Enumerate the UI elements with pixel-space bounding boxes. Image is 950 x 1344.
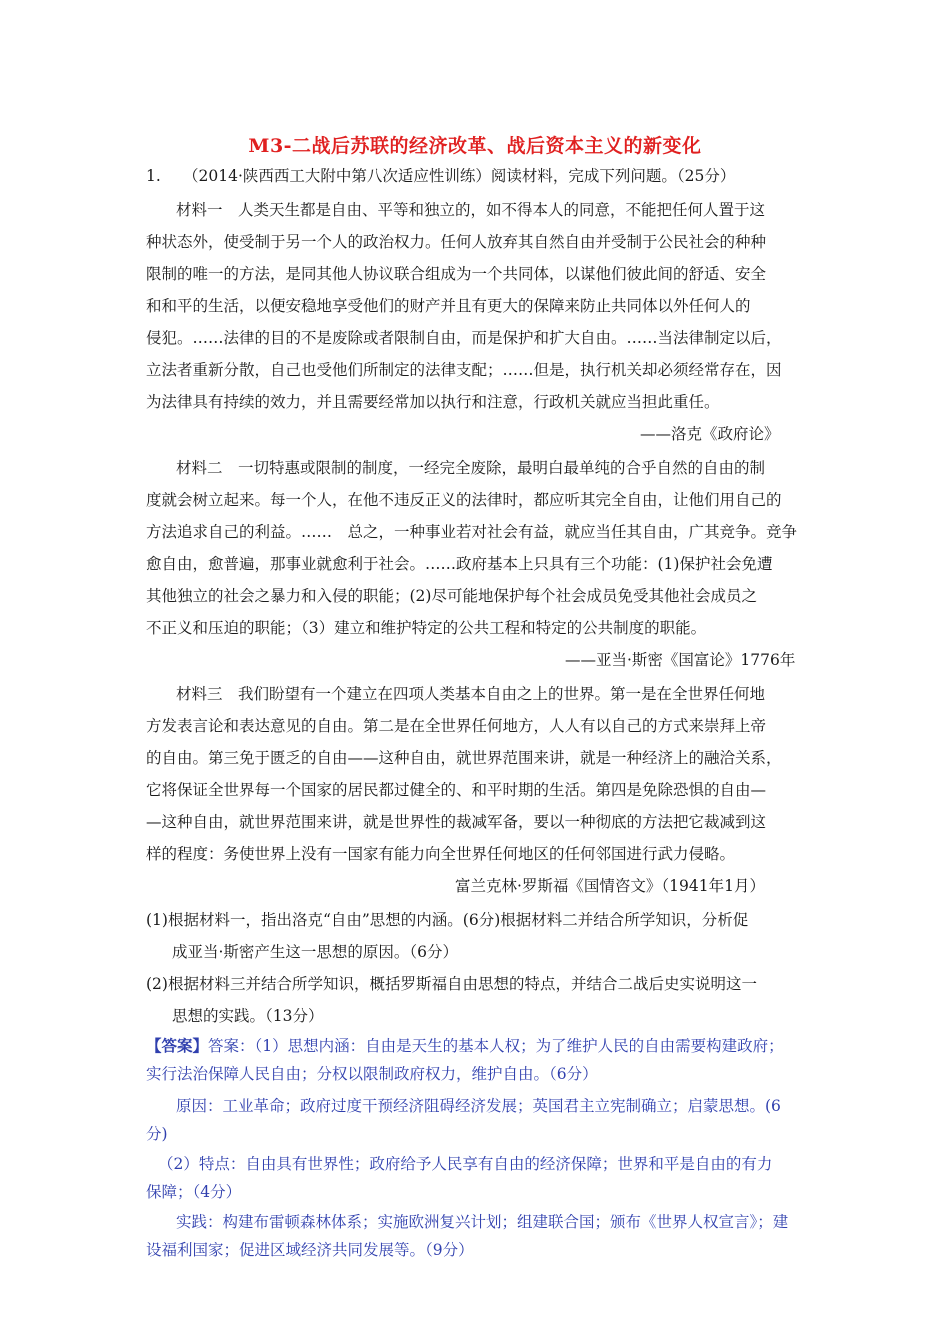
subquestion-1-line: (1)根据材料一，指出洛克“自由”思想的内涵。(6分)根据材料二并结合所学知识，分析促: [146, 911, 749, 929]
answer-line: 答案：（1）思想内涵：自由是天生的基本人权；为了维护人民的自由需要构建政府；: [208, 1037, 784, 1055]
material2-source: ——亚当·斯密《国富论》1776年: [565, 651, 796, 669]
material3-line: 样的程度：务使世界上没有一国家有能力向全世界任何地区的任何邻国进行武力侵略。: [146, 845, 736, 863]
material2-line: 其他独立的社会之暴力和入侵的职能；(2)尽可能地保护每个社会成员免受其他社会成员之: [146, 587, 757, 605]
material3-line: —这种自由，就世界范围来讲，就是世界性的裁减军备，要以一种彻底的方法把它裁减到这: [146, 813, 767, 831]
material2-line: 愈自由，愈普遍，那事业就愈利于社会。……政府基本上只具有三个功能：(1)保护社会免遭: [146, 555, 773, 573]
answer-line: 分): [146, 1125, 168, 1143]
material1-source: ——洛克《政府论》: [640, 425, 780, 443]
answer-line: （2）特点：自由具有世界性；政府给予人民享有自由的经济保障；世界和平是自由的有力: [158, 1155, 773, 1173]
answer-line: 原因：工业革命；政府过度干预经济阻碍经济发展；英国君主立宪制确立；启蒙思想。(6: [176, 1097, 781, 1115]
material2-line: 材料二 一切特惠或限制的制度，一经完全废除，最明白最单纯的合乎自然的自由的制: [176, 459, 766, 477]
material2-line: 方法追求自己的利益。…… 总之，一种事业若对社会有益，就应当任其自由，广其竞争。竞争: [146, 523, 798, 541]
material3-line: 它将保证全世界每一个国家的居民都过健全的、和平时期的生活。第四是免除恐惧的自由—: [146, 781, 767, 799]
answer-tag: 【答案】: [146, 1036, 209, 1055]
question-header: （2014·陕西西工大附中第八次适应性训练）阅读材料，完成下列问题。（25分）: [183, 167, 736, 185]
subquestion-2-line: (2)根据材料三并结合所学知识，概括罗斯福自由思想的特点，并结合二战后史实说明这一: [146, 975, 757, 993]
page-title: M3-二战后苏联的经济改革、战后资本主义的新变化: [248, 135, 702, 157]
answer-line: 设福利国家；促进区域经济共同发展等。（9分）: [146, 1241, 474, 1259]
material2-line: 不正义和压迫的职能；（3）建立和维护特定的公共工程和特定的公共制度的职能。: [146, 619, 707, 637]
material1-line: 限制的唯一的方法，是同其他人协议联合组成为一个共同体，以谋他们彼此间的舒适、安全: [146, 265, 767, 283]
material2-line: 度就会树立起来。每一个人，在他不违反正义的法律时，都应听其完全自由，让他们用自己的: [146, 491, 782, 509]
answer-line: 实行法治保障人民自由；分权以限制政府权力，维护自由。（6分）: [146, 1065, 598, 1083]
material3-line: 的自由。第三免于匮乏的自由——这种自由，就世界范围来讲，就是一种经济上的融洽关系，: [146, 749, 782, 767]
material1-line: 为法律具有持续的效力，并且需要经常加以执行和注意，行政机关就应当担此重任。: [146, 393, 720, 411]
subquestion-1-line: 成亚当·斯密产生这一思想的原因。（6分）: [172, 943, 459, 961]
subquestion-2-line: 思想的实践。（13分）: [172, 1007, 324, 1025]
answer-line: 实践：构建布雷顿森林体系；实施欧洲复兴计划；组建联合国；颁布《世界人权宣言》；建: [176, 1213, 789, 1231]
material1-line: 侵犯。……法律的目的不是废除或者限制自由，而是保护和扩大自由。……当法律制定以后，: [146, 329, 782, 347]
answer-block: [146, 1036, 784, 1056]
material3-line: 材料三 我们盼望有一个建立在四项人类基本自由之上的世界。第一是在全世界任何地: [176, 685, 766, 703]
question-number: 1.: [146, 167, 161, 185]
material1-line: 材料一 人类天生都是自由、平等和独立的，如不得本人的同意，不能把任何人置于这: [176, 201, 766, 219]
material3-source: 富兰克林·罗斯福《国情咨文》（1941年1月）: [455, 877, 765, 895]
material3-line: 方发表言论和表达意见的自由。第二是在全世界任何地方，人人有以自己的方式来崇拜上帝: [146, 717, 767, 735]
material1-line: 和和平的生活，以便安稳地享受他们的财产并且有更大的保障来防止共同体以外任何人的: [146, 297, 751, 315]
answer-line: 保障；（4分）: [146, 1183, 242, 1201]
material1-line: 立法者重新分散，自己也受他们所制定的法律支配；……但是，执行机关却必须经常存在，因: [146, 361, 782, 379]
material1-line: 种状态外，使受制于另一个人的政治权力。任何人放弃其自然自由并受制于公民社会的种种: [146, 233, 767, 251]
